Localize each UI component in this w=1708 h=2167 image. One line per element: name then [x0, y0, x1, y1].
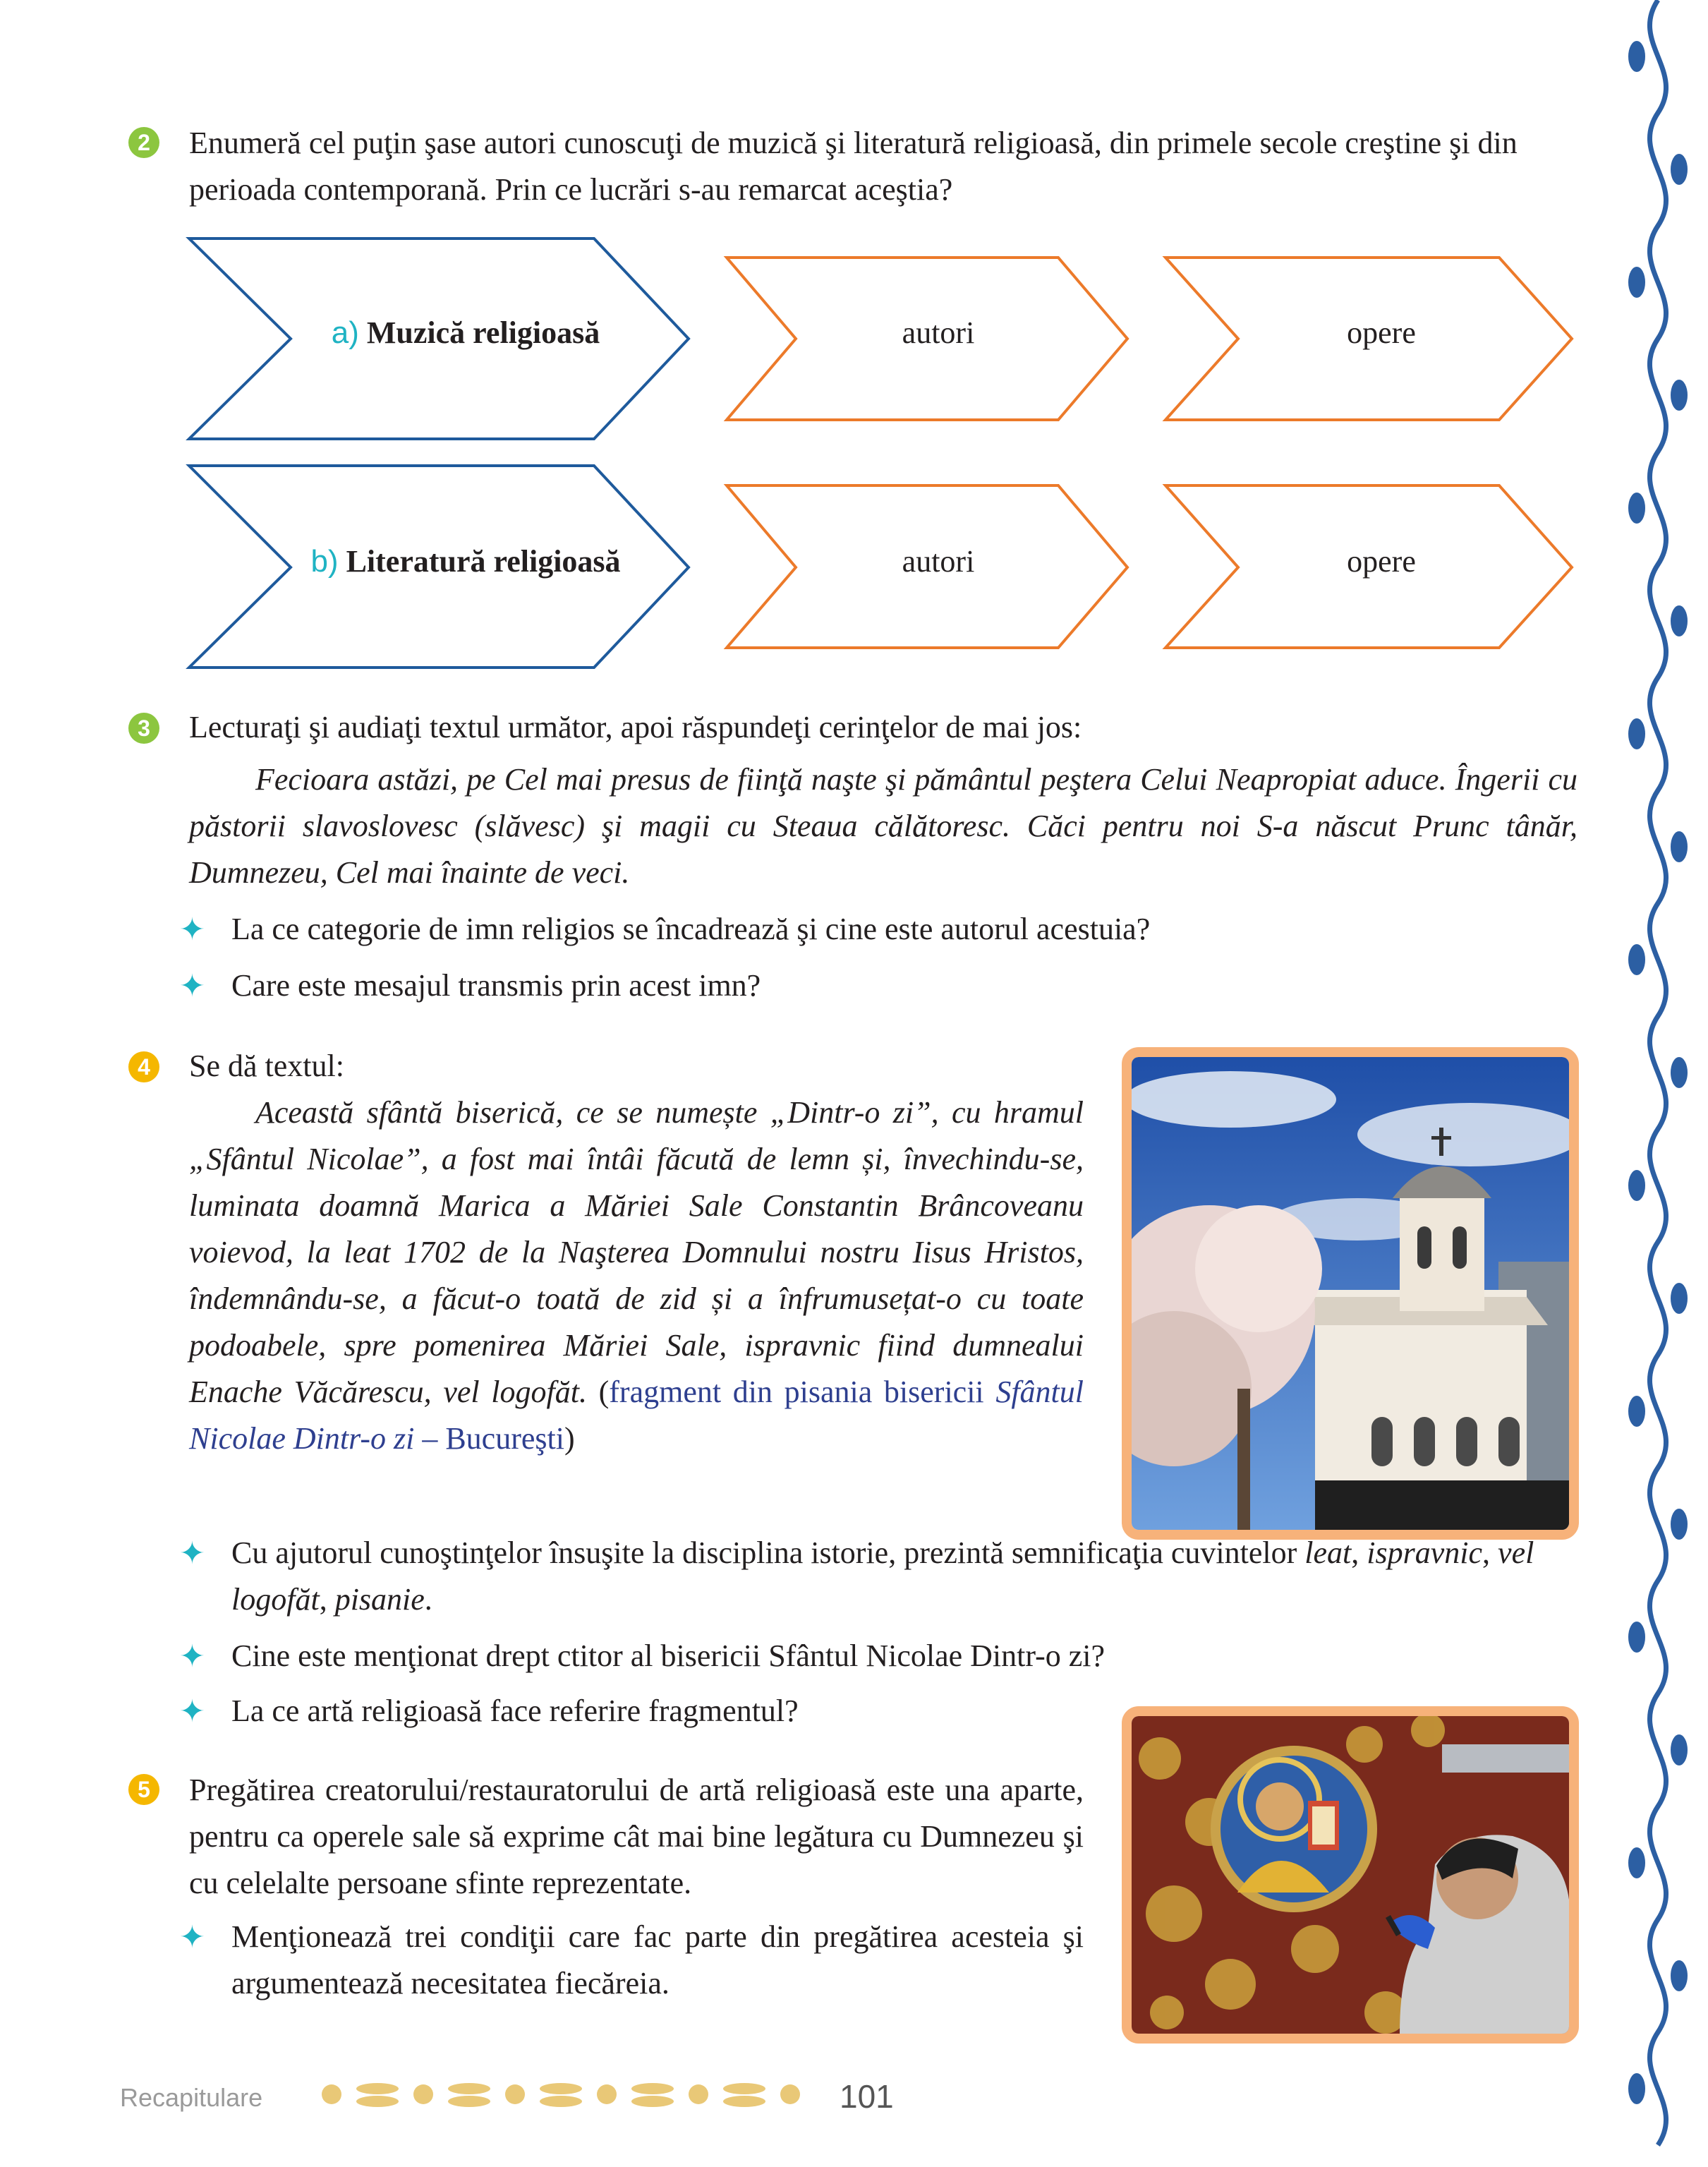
row-a-prefix: a) — [331, 315, 359, 350]
q4-bullet-1: Cu ajutorul cunoştinţelor însuşite la disciplina istorie, prezintă semnificaţia cuvintelor leat, ispravnic, vel logofăt, pisanie. — [231, 1535, 1534, 1617]
term-2: vel logofăt — [231, 1535, 1534, 1617]
q4-bullet-1-text: Cu ajutorul cunoştinţelor însuşite la disciplina istorie, prezintă semnificaţia cuvintelor — [231, 1535, 1297, 1570]
question-5-text: Pregătirea creatorului/restauratorului de artă religioasă este una aparte, pentru ca operele sale să exprime cât mai bine legătura cu Dumnezeu şi cu celelalte persoane sfinte reprezentate. — [189, 1773, 1084, 1900]
source-text: fragment din pisania bisericii — [609, 1375, 984, 1409]
decorative-vine-border — [1609, 0, 1708, 2167]
row-b-title-text: Literatură religioasă — [346, 544, 621, 579]
question-number-2: 2 — [128, 127, 159, 158]
q3-bullet-1: La ce categorie de imn religios se încadrează şi cine este autorul acestuia? — [231, 912, 1151, 946]
sparkle-bullet-icon: ✦ — [179, 1535, 205, 1571]
sparkle-bullet-icon: ✦ — [179, 912, 205, 948]
row-a-title-text: Muzică religioasă — [366, 315, 600, 350]
term-3: pisanie — [334, 1582, 425, 1617]
pisanie-fragment — [189, 1089, 1084, 1462]
church-photo — [1122, 1047, 1579, 1540]
restorer-photo — [1122, 1706, 1579, 2044]
sparkle-bullet-icon: ✦ — [179, 1919, 205, 1955]
page-number: 101 — [840, 2078, 894, 2115]
source-close: ) — [564, 1421, 575, 1456]
hymn-text: Fecioara astăzi, pe Cel mai presus de fiinţă naşte şi pământul peştera Celui Neapropiat aduce. Îngerii cu păstorii slavoslovesc (slăvesc) şi magii cu Steaua călătoresc. Căci pentru noi S-a născut Prunc tânăr, Dumnezeu, Cel mai înainte de veci. — [189, 762, 1577, 890]
q4-bullet-3: La ce artă religioasă face referire fragmentul? — [231, 1694, 799, 1728]
q3-bullet-2: Care este mesajul transmis prin acest imn? — [231, 968, 761, 1003]
question-number-3: 3 — [128, 713, 159, 744]
arrow-diagram — [0, 0, 1708, 706]
row-a-title — [296, 315, 635, 351]
question-number-4: 4 — [128, 1051, 159, 1082]
sparkle-bullet-icon: ✦ — [179, 968, 205, 1004]
ornament-band — [310, 2075, 832, 2114]
q5-bullet: Menţionează trei condiţii care fac parte din pregătirea acesteia şi argumentează necesitatea fiecăreia. — [231, 1919, 1084, 2000]
question-number-5: 5 — [128, 1774, 159, 1805]
row-a-works: opere — [1347, 315, 1416, 350]
source-church: Sfântul Nicolae Dintr-o zi — [189, 1375, 1084, 1456]
row-b-prefix: b) — [310, 544, 339, 579]
row-b-title — [289, 543, 642, 579]
row-a-authors: autori — [902, 315, 975, 350]
q4-bullet-2: Cine este menţionat drept ctitor al bisericii Sfântul Nicolae Dintr-o zi? — [231, 1638, 1106, 1673]
question-4-intro: Se dă textul: — [189, 1049, 344, 1083]
sparkle-bullet-icon: ✦ — [179, 1638, 205, 1674]
source-city: – Bucureşti — [422, 1421, 564, 1456]
row-b-authors: autori — [902, 544, 975, 579]
question-3-intro: Lecturaţi şi audiaţi textul următor, apoi răspundeţi cerinţelor de mai jos: — [189, 710, 1082, 744]
footer-section-label: Recapitulare — [120, 2083, 263, 2112]
pisanie-quote: Această sfântă biserică, ce se numește „Dintr-o zi”, cu hramul „Sfântul Nicolae”, a fost mai întâi făcută de lemn și, învechindu-se, luminata doamnă Marica a Măriei Sale Constantin Brâncoveanu voievod, la leat 1702 de la Naşterea Domnului nostru Iisus Hristos, îndemnându-se, a făcut-o toată de zid și a înfrumusețat-o cu toate podoabele, spre pomenirea Măriei Sale, ispravnic fiind dumnealui Enache Văcărescu, vel logofăt. — [189, 1095, 1084, 1409]
question-2-text: Enumeră cel puţin şase autori cunoscuţi de muzică şi literatură religioasă, din primele secole creştine şi din perioada contemporană. Prin ce lucrări s-au remarcat aceştia? — [189, 126, 1518, 207]
term-1: ispravnic — [1367, 1535, 1483, 1570]
row-b-works: opere — [1347, 544, 1416, 579]
sparkle-bullet-icon: ✦ — [179, 1694, 205, 1730]
source-open: ( — [598, 1375, 610, 1409]
term-0: leat — [1304, 1535, 1352, 1570]
